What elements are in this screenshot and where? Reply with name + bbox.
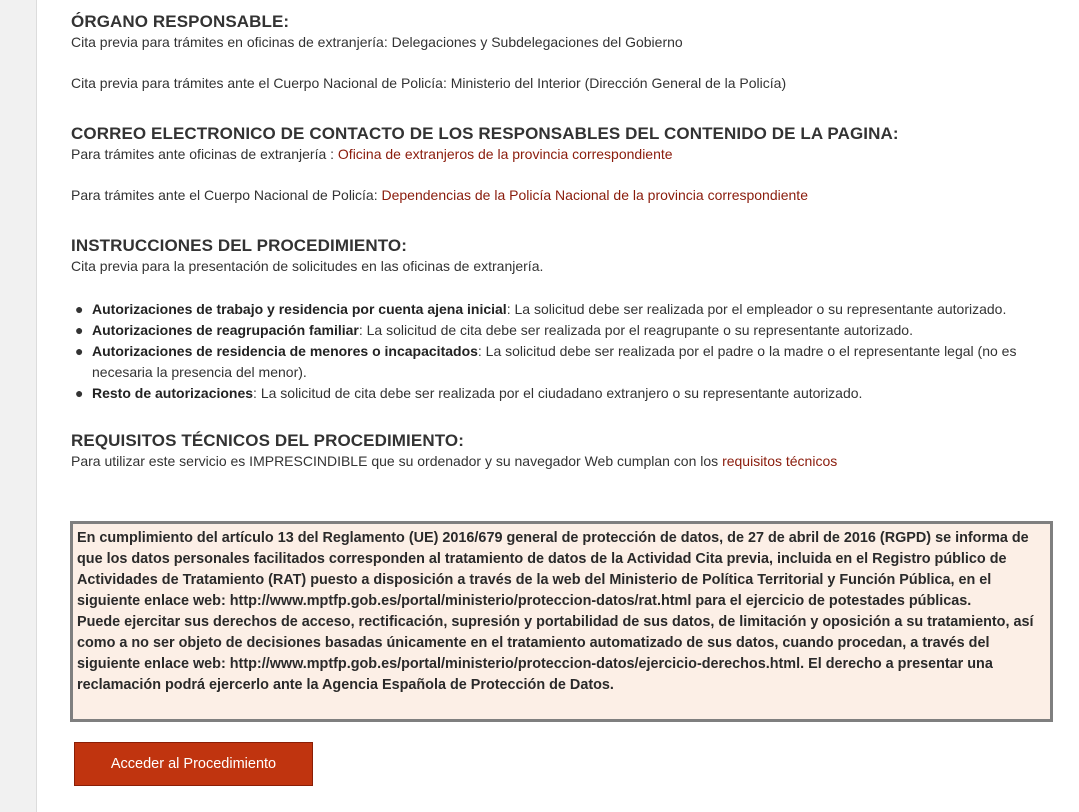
- bullet-icon: ●: [75, 301, 84, 317]
- list-item-bold: Autorizaciones de residencia de menores o incapacitados: [92, 343, 478, 359]
- list-item-text: : La solicitud debe ser realizada por el padre o la madre o el representante legal (no es necesaria la presencia del menor).: [92, 343, 1017, 380]
- notice-paragraph-derechos: Puede ejercitar sus derechos de acceso, rectificación, supresión y portabilidad de sus datos, de limitación y oposición a su tratamiento, así como a no ser objeto de decisiones basadas únicamente en el tratamiento automatizado de sus datos, cuando procedan, a través del siguiente enlace web: http://www.mptfp.gob.es/portal/ministerio/proteccion-datos/ejercicio-derechos.html. El derecho a presentar una reclamación podrá ejercerlo ante la Agencia Española de Protección de Datos.: [77, 614, 1034, 693]
- list-item-text: : La solicitud debe ser realizada por el empleador o su representante autorizado.: [506, 301, 1007, 317]
- bullet-icon: ●: [75, 322, 84, 338]
- list-item-text: : La solicitud de cita debe ser realizada por el reagrupante o su representante autorizado.: [358, 322, 913, 338]
- notice-paragraph-rgpd: En cumplimiento del artículo 13 del Reglamento (UE) 2016/679 general de protección de datos, de 27 de abril de 2016 (RGPD) se informa de que los datos personales facilitados corresponden al tratamiento de datos de la Actividad Cita previa, incluida en el Registro público de Actividades de Tratamiento (RAT) puesto a disposición a través de la web del Ministerio de Política Territorial y Función Pública, en el siguiente enlace web: http://www.mptfp.gob.es/portal/ministerio/proteccion-datos/rat.html para el ejercicio de potestades públicas.: [77, 530, 1029, 609]
- data-protection-notice: [70, 521, 1053, 722]
- correo-line-extranjeria: [71, 144, 1061, 164]
- list-item-bold: Resto de autorizaciones: [92, 385, 254, 401]
- requisitos-heading: REQUISITOS TÉCNICOS DEL PROCEDIMIENTO:: [71, 431, 464, 450]
- requisitos-tecnicos-link[interactable]: requisitos técnicos: [722, 453, 838, 469]
- list-item: [75, 341, 1061, 383]
- instrucciones-intro: Cita previa para la presentación de solicitudes en las oficinas de extranjería.: [71, 258, 544, 274]
- bullet-icon: ●: [75, 343, 84, 359]
- list-item-text: : La solicitud de cita debe ser realizada por el ciudadano extranjero o su representante autorizado.: [253, 385, 863, 401]
- list-item-bold: Autorizaciones de reagrupación familiar: [92, 322, 359, 338]
- instrucciones-list: [71, 299, 1061, 404]
- correo-line-policia-text: Para trámites ante el Cuerpo Nacional de Policía:: [71, 187, 382, 203]
- content-area: [71, 12, 1061, 471]
- correo-line-policia: [71, 185, 1061, 205]
- organo-line-policia: Cita previa para trámites ante el Cuerpo Nacional de Policía: Ministerio del Interior (Dirección General de la Policía): [71, 75, 787, 91]
- instrucciones-heading: INSTRUCCIONES DEL PROCEDIMIENTO:: [71, 236, 407, 255]
- oficina-extranjeros-link[interactable]: Oficina de extranjeros de la provincia correspondiente: [337, 146, 673, 162]
- correo-line-extranjeria-text: Para trámites ante oficinas de extranjería :: [71, 146, 338, 162]
- requisitos-text: Para utilizar este servicio es IMPRESCINDIBLE que su ordenador y su navegador Web cumplan con los: [71, 453, 723, 469]
- requisitos-line: [71, 451, 1061, 471]
- list-item-bold: Autorizaciones de trabajo y residencia por cuenta ajena inicial: [92, 301, 507, 317]
- organo-line-extranjeria: Cita previa para trámites en oficinas de extranjería: Delegaciones y Subdelegaciones del Gobierno: [71, 34, 683, 50]
- bullet-icon: ●: [75, 385, 84, 401]
- acceder-procedimiento-button[interactable]: Acceder al Procedimiento: [74, 742, 313, 786]
- correo-heading: CORREO ELECTRONICO DE CONTACTO DE LOS RESPONSABLES DEL CONTENIDO DE LA PAGINA:: [71, 124, 899, 143]
- dependencias-policia-link[interactable]: Dependencias de la Policía Nacional de la provincia correspondiente: [381, 187, 808, 203]
- list-item: [75, 383, 1061, 404]
- organo-heading: ÓRGANO RESPONSABLE:: [71, 12, 290, 31]
- list-item: [75, 299, 1061, 320]
- list-item: [75, 320, 1061, 341]
